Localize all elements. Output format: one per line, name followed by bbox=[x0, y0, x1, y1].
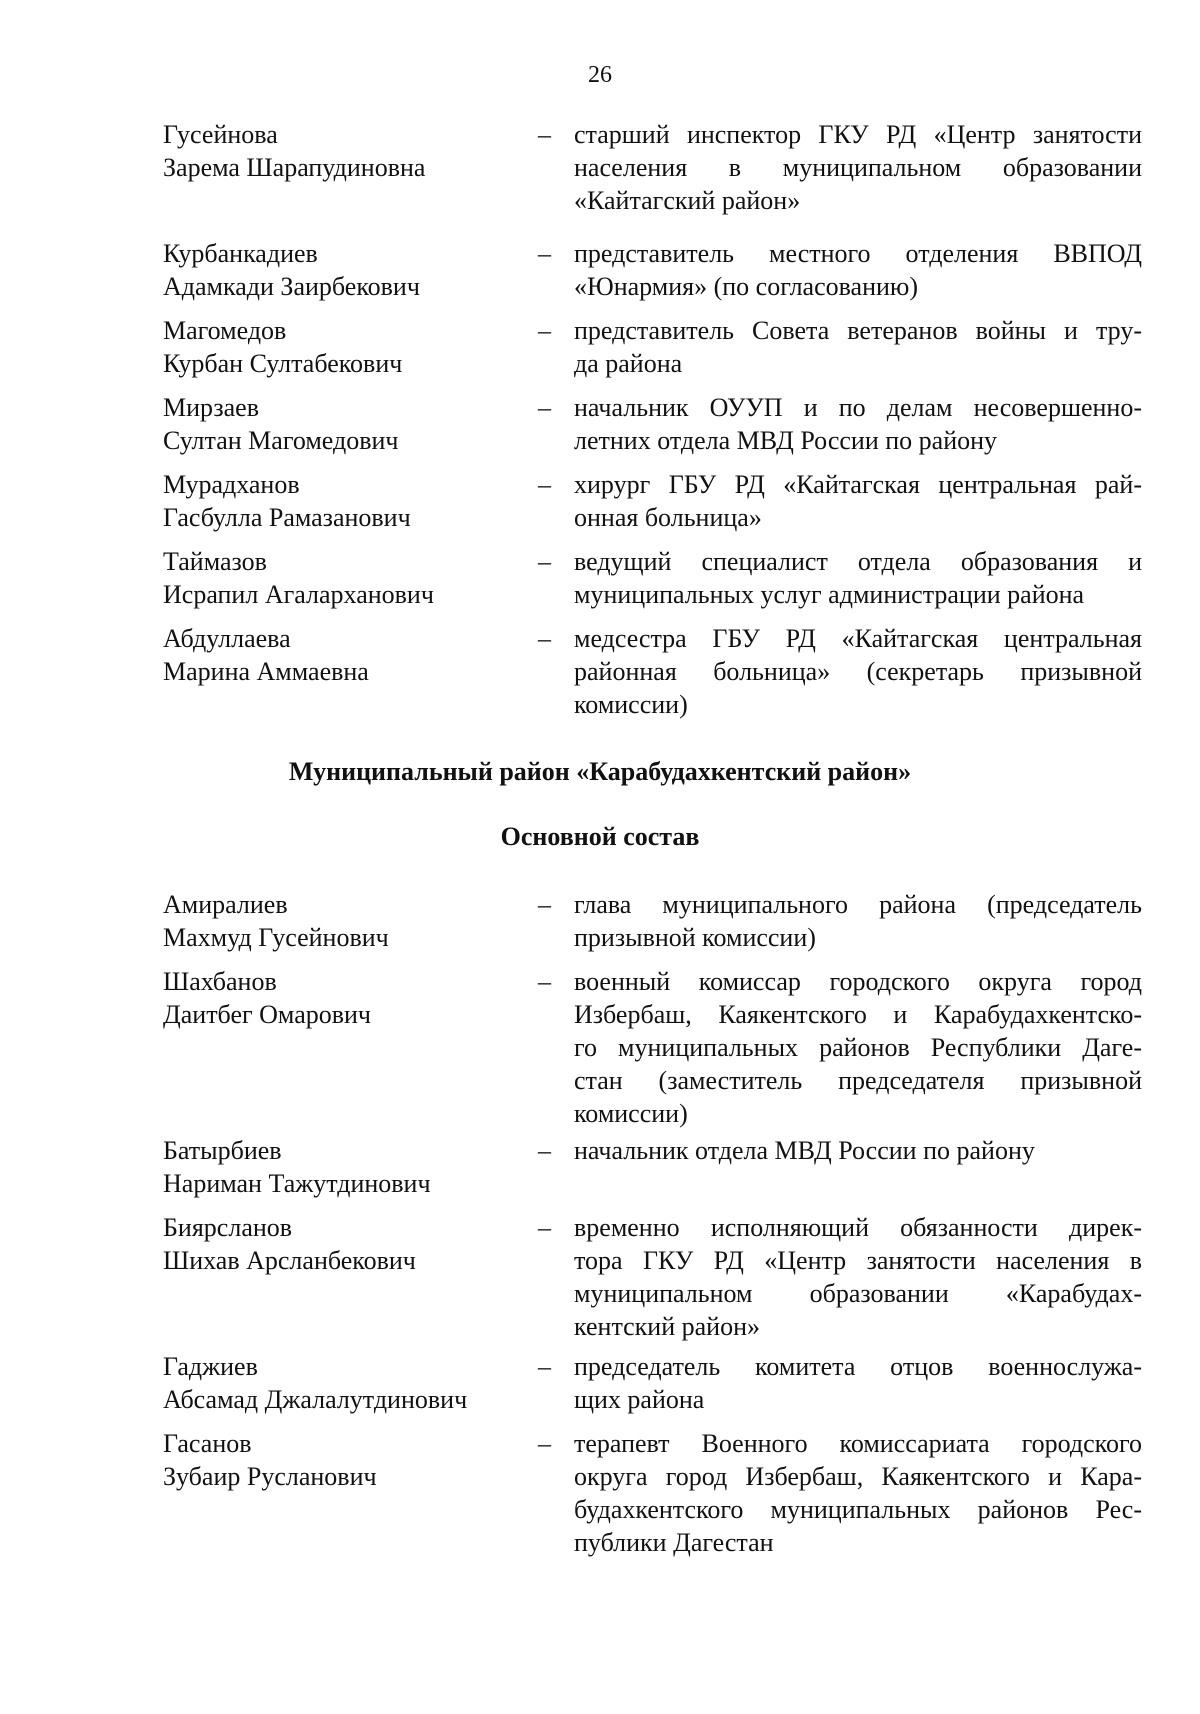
role-line: призывной комиссии) bbox=[574, 923, 816, 952]
member-name bbox=[163, 965, 523, 1031]
member-name bbox=[163, 545, 523, 611]
dash-separator: – bbox=[538, 239, 551, 268]
member-role bbox=[574, 965, 1142, 1130]
member-given-names: Абсамад Джалалутдинович bbox=[163, 1385, 468, 1414]
member-name bbox=[163, 1427, 523, 1493]
role-line: стан (заместитель председателя призывной bbox=[574, 1066, 1142, 1095]
member-surname: Амиралиев bbox=[163, 890, 288, 919]
member-role bbox=[574, 1211, 1142, 1343]
dash-separator: – bbox=[538, 120, 551, 149]
role-line: будахкентского муниципальных районов Рес- bbox=[574, 1495, 1142, 1524]
role-line: муниципальном образовании «Карабудах- bbox=[574, 1279, 1142, 1308]
member-name bbox=[163, 314, 523, 380]
member-given-names: Махмуд Гусейнович bbox=[163, 923, 389, 952]
role-line: начальник отдела МВД России по району bbox=[574, 1136, 1035, 1165]
member-surname: Батырбиев bbox=[163, 1136, 282, 1165]
member-surname: Гасанов bbox=[163, 1429, 252, 1458]
dash-separator: – bbox=[538, 1213, 551, 1242]
role-line: да района bbox=[574, 349, 683, 378]
member-given-names: Зарема Шарапудиновна bbox=[163, 153, 426, 182]
member-given-names: Адамкади Заирбекович bbox=[163, 272, 420, 301]
section-title: Муниципальный район «Карабудахкентский район» bbox=[288, 757, 912, 786]
dash-separator: – bbox=[538, 547, 551, 576]
role-line: «Кайтагский район» bbox=[574, 186, 801, 215]
member-given-names: Нариман Тажутдинович bbox=[163, 1169, 431, 1198]
member-surname: Гусейнова bbox=[163, 120, 278, 149]
role-line: медсестра ГБУ РД «Кайтагская центральная bbox=[574, 624, 1142, 653]
member-role bbox=[574, 545, 1142, 611]
member-name bbox=[163, 391, 523, 457]
dash-separator: – bbox=[538, 470, 551, 499]
role-line: ведущий специалист отдела образования и bbox=[574, 547, 1142, 576]
role-line: военный комиссар городского округа город bbox=[574, 967, 1142, 996]
member-surname: Гаджиев bbox=[163, 1352, 258, 1381]
role-line: муниципальных услуг администрации района bbox=[574, 580, 1085, 609]
member-given-names: Шихав Арсланбекович bbox=[163, 1246, 416, 1275]
member-surname: Биярсланов bbox=[163, 1213, 293, 1242]
member-name bbox=[163, 1134, 523, 1200]
member-given-names: Исрапил Агаларханович bbox=[163, 580, 434, 609]
role-line: терапевт Военного комиссариата городского bbox=[574, 1429, 1142, 1458]
member-role bbox=[574, 118, 1142, 217]
member-role bbox=[574, 391, 1142, 457]
role-line: хирург ГБУ РД «Кайтагская центральная рай- bbox=[574, 470, 1142, 499]
member-surname: Мирзаев bbox=[163, 393, 259, 422]
role-line: комиссии) bbox=[574, 690, 688, 719]
member-name bbox=[163, 622, 523, 688]
member-given-names: Гасбулла Рамазанович bbox=[163, 503, 411, 532]
role-line: онная больница» bbox=[574, 503, 762, 532]
role-line: округа город Избербаш, Каякентского и Кара- bbox=[574, 1462, 1142, 1491]
member-name bbox=[163, 1350, 523, 1416]
member-name bbox=[163, 1211, 523, 1277]
role-line: представитель Совета ветеранов войны и тру- bbox=[574, 316, 1142, 345]
member-given-names: Курбан Султабекович bbox=[163, 349, 403, 378]
subsection-title: Основной состав bbox=[500, 822, 700, 851]
dash-separator: – bbox=[538, 1429, 551, 1458]
member-surname: Магомедов bbox=[163, 316, 287, 345]
role-line: комиссии) bbox=[574, 1099, 688, 1128]
dash-separator: – bbox=[538, 316, 551, 345]
role-line: районная больница» (секретарь призывной bbox=[574, 657, 1142, 686]
member-surname: Таймазов bbox=[163, 547, 267, 576]
member-role bbox=[574, 468, 1142, 534]
role-line: щих района bbox=[574, 1385, 705, 1414]
member-given-names: Марина Аммаевна bbox=[163, 657, 369, 686]
dash-separator: – bbox=[538, 1352, 551, 1381]
member-name bbox=[163, 118, 523, 184]
member-role bbox=[574, 622, 1142, 721]
dash-separator: – bbox=[538, 393, 551, 422]
role-line: глава муниципального района (председатель bbox=[574, 890, 1142, 919]
dash-separator: – bbox=[538, 624, 551, 653]
member-role bbox=[574, 1427, 1142, 1559]
member-surname: Шахбанов bbox=[163, 967, 277, 996]
member-given-names: Султан Магомедович bbox=[163, 426, 399, 455]
role-line: го муниципальных районов Республики Даге- bbox=[574, 1033, 1142, 1062]
member-given-names: Даитбег Омарович bbox=[163, 1000, 371, 1029]
member-name bbox=[163, 888, 523, 954]
member-surname: Курбанкадиев bbox=[163, 239, 318, 268]
member-name bbox=[163, 237, 523, 303]
member-role bbox=[574, 314, 1142, 380]
role-line: тора ГКУ РД «Центр занятости населения в bbox=[574, 1246, 1142, 1275]
member-role bbox=[574, 888, 1142, 954]
member-role bbox=[574, 1134, 1142, 1167]
role-line: начальник ОУУП и по делам несовершенно- bbox=[574, 393, 1142, 422]
role-line: летних отдела МВД России по району bbox=[574, 426, 998, 455]
member-name bbox=[163, 468, 523, 534]
member-role bbox=[574, 237, 1142, 303]
member-surname: Абдуллаева bbox=[163, 624, 291, 653]
role-line: «Юнармия» (по согласованию) bbox=[574, 272, 919, 301]
member-surname: Мурадханов bbox=[163, 470, 300, 499]
role-line: председатель комитета отцов военнослужа- bbox=[574, 1352, 1142, 1381]
role-line: публики Дагестан bbox=[574, 1528, 774, 1557]
role-line: представитель местного отделения ВВПОД bbox=[574, 239, 1142, 268]
dash-separator: – bbox=[538, 1136, 551, 1165]
dash-separator: – bbox=[538, 967, 551, 996]
role-line: населения в муниципальном образовании bbox=[574, 153, 1142, 182]
page-number: 26 bbox=[588, 62, 612, 88]
role-line: кентский район» bbox=[574, 1312, 760, 1341]
role-line: Избербаш, Каякентского и Карабудахкентско- bbox=[574, 1000, 1142, 1029]
role-line: старший инспектор ГКУ РД «Центр занятости bbox=[574, 120, 1142, 149]
role-line: временно исполняющий обязанности дирек- bbox=[574, 1213, 1142, 1242]
member-given-names: Зубаир Русланович bbox=[163, 1462, 377, 1491]
member-role bbox=[574, 1350, 1142, 1416]
dash-separator: – bbox=[538, 890, 551, 919]
